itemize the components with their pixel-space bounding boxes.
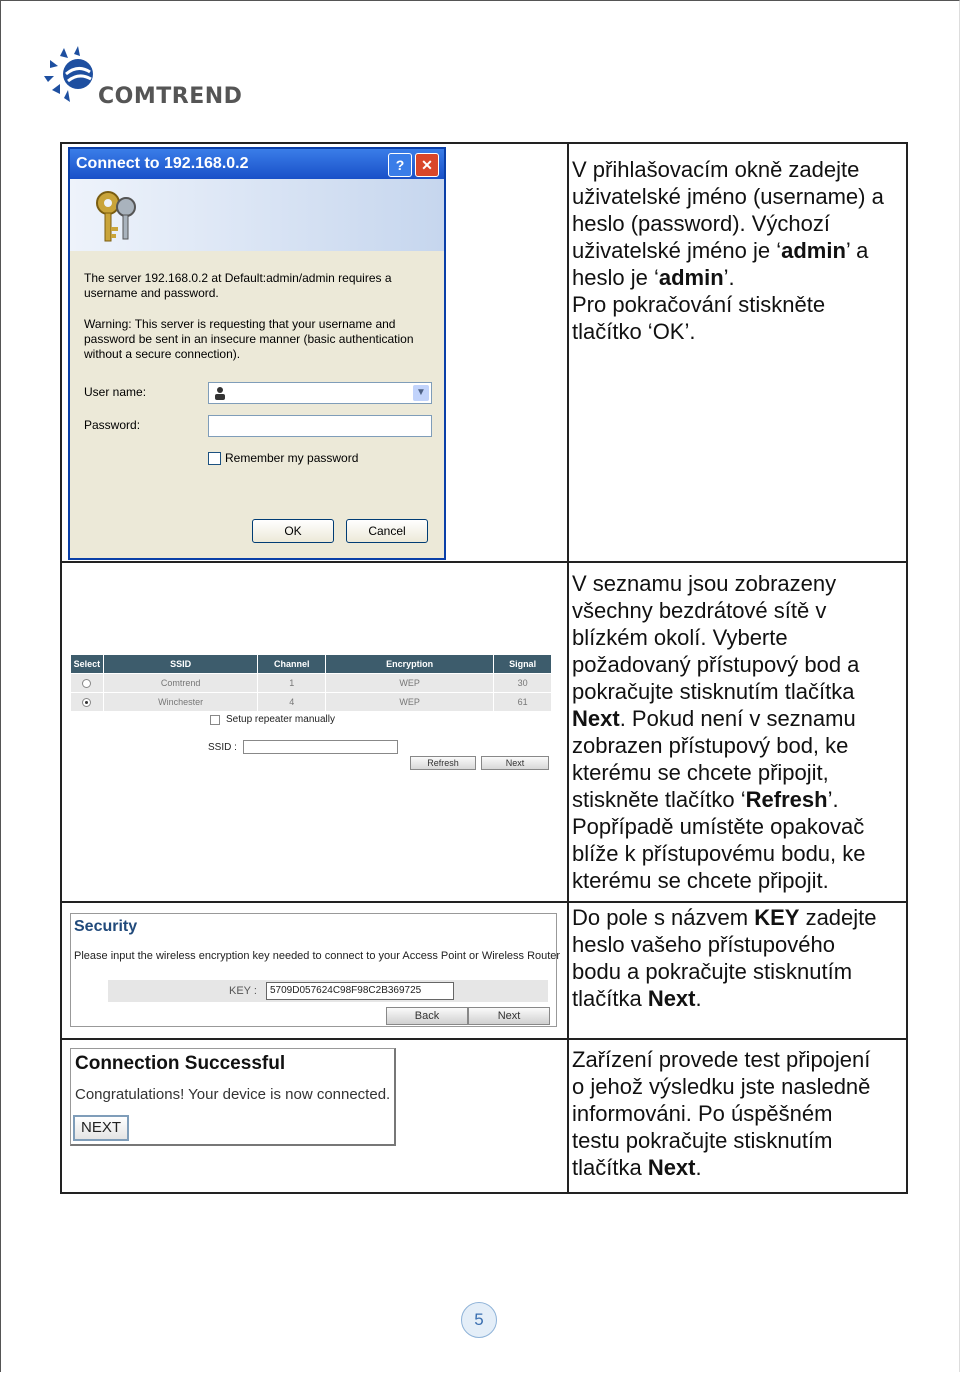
- step4-instructions: [572, 1046, 902, 1181]
- step2-instructions: [572, 570, 902, 894]
- username-field[interactable]: [208, 382, 432, 404]
- next-button[interactable]: Next: [481, 756, 549, 770]
- security-panel: [70, 913, 561, 1027]
- text-line: heslo je ‘admin’.: [572, 265, 735, 290]
- text-line: tlačítka Next.: [572, 1155, 702, 1180]
- username-label: User name:: [84, 385, 147, 399]
- ssid-label: SSID :: [208, 742, 237, 753]
- select-radio[interactable]: [82, 679, 91, 688]
- dialog-banner: [70, 179, 444, 251]
- column-header: Encryption: [326, 655, 494, 674]
- select-radio[interactable]: [82, 698, 91, 707]
- connection-title: Connection Successful: [75, 1053, 286, 1074]
- ssid-input[interactable]: [243, 740, 398, 754]
- brand-name: COMTREND: [98, 84, 243, 109]
- key-row: [108, 980, 548, 1002]
- connection-panel: [70, 1048, 396, 1146]
- row-divider: [62, 561, 908, 563]
- column-header: SSID: [103, 655, 258, 674]
- login-dialog: [68, 147, 446, 560]
- next-button[interactable]: NEXT: [73, 1115, 129, 1141]
- text-line: požadovaný přístupový bod a: [572, 652, 860, 677]
- password-field[interactable]: [208, 415, 432, 437]
- server-message: The server 192.168.0.2 at Default:admin/admin requires a username and password.: [84, 271, 392, 300]
- text-line: uživatelské jméno je ‘admin’ a: [572, 238, 869, 263]
- ssid-cell: Winchester: [103, 693, 258, 712]
- table-row[interactable]: [71, 674, 552, 693]
- text-line: blízkém okolí. Vyberte: [572, 625, 788, 650]
- table-row[interactable]: [71, 693, 552, 712]
- security-description: Please input the wireless encryption key needed to connect to your Access Point or Wireless Router: [74, 950, 561, 962]
- text-line: heslo (password). Výchozí: [572, 211, 830, 236]
- signal-cell: 30: [494, 674, 552, 693]
- text-line: kterému se chcete připojit,: [572, 760, 829, 785]
- column-header: Select: [71, 655, 104, 674]
- ssid-cell: Comtrend: [103, 674, 258, 693]
- step3-instructions: [572, 904, 908, 1012]
- row-divider: [62, 901, 908, 903]
- key-input[interactable]: 5709D057624C98F98C2B369725: [266, 982, 454, 1000]
- ok-button[interactable]: OK: [252, 519, 334, 543]
- dialog-titlebar: [70, 149, 444, 179]
- ssid-table: [70, 654, 552, 712]
- text-line: testu pokračujte stisknutím: [572, 1128, 833, 1153]
- instruction-table: [60, 142, 908, 1194]
- chevron-down-icon[interactable]: ▼: [413, 385, 429, 401]
- encryption-cell: WEP: [326, 674, 494, 693]
- text-line: kterému se chcete připojit.: [572, 868, 829, 893]
- text-line: blíže k přístupovému bodu, ke: [572, 841, 866, 866]
- text-line: V přihlašovacím okně zadejte: [572, 157, 860, 182]
- text-line: pokračujte stisknutím tlačítka: [572, 679, 855, 704]
- help-icon[interactable]: ?: [388, 153, 412, 177]
- refresh-button[interactable]: Refresh: [410, 756, 476, 770]
- step1-instructions: [572, 156, 902, 345]
- encryption-cell: WEP: [326, 693, 494, 712]
- text-line: stiskněte tlačítko ‘Refresh’.: [572, 787, 839, 812]
- row-divider: [62, 1038, 908, 1040]
- channel-cell: 4: [258, 693, 326, 712]
- comtrend-logo: [42, 44, 272, 114]
- setup-repeater-label: Setup repeater manually: [226, 714, 335, 725]
- key-label: KEY :: [229, 985, 257, 997]
- text-line: bodu a pokračujte stisknutím: [572, 959, 853, 984]
- remember-label: Remember my password: [225, 451, 359, 465]
- keys-icon: [88, 187, 144, 245]
- password-label: Password:: [84, 418, 141, 432]
- comtrend-logo-icon: [42, 44, 98, 108]
- text-line: Popřípadě umístěte opakovač: [572, 814, 865, 839]
- back-button[interactable]: Back: [386, 1007, 468, 1025]
- text-line: tlačítko ‘OK’.: [572, 319, 696, 344]
- connection-message: Congratulations! Your device is now connected.: [75, 1086, 391, 1103]
- dialog-title: Connect to 192.168.0.2: [76, 155, 249, 172]
- cancel-button[interactable]: Cancel: [346, 519, 428, 543]
- text-line: V seznamu jsou zobrazeny: [572, 571, 837, 596]
- text-line: o jehož výsledku jste nasledně: [572, 1074, 871, 1099]
- text-line: heslo vašeho přístupového: [572, 932, 835, 957]
- channel-cell: 1: [258, 674, 326, 693]
- text-line: zobrazen přístupový bod, ke: [572, 733, 849, 758]
- ssid-panel: [70, 654, 552, 712]
- text-line: všechny bezdrátové sítě v: [572, 598, 827, 623]
- user-icon: [213, 386, 227, 400]
- signal-cell: 61: [494, 693, 552, 712]
- remember-checkbox[interactable]: [208, 452, 221, 465]
- text-line: informováni. Po úspěšném: [572, 1101, 833, 1126]
- column-header: Signal: [494, 655, 552, 674]
- close-icon[interactable]: ✕: [415, 153, 439, 177]
- warning-message: Warning: This server is requesting that your username and password be sent in an insecure manner (basic authentication without a secure connection).: [84, 317, 414, 361]
- text-line: Zařízení provede test připojení: [572, 1047, 871, 1072]
- text-line: Do pole s názvem KEY zadejte: [572, 905, 877, 930]
- page-number: 5: [461, 1302, 497, 1338]
- column-header: Channel: [258, 655, 326, 674]
- text-line: tlačítka Next.: [572, 986, 702, 1011]
- text-line: Next. Pokud není v seznamu: [572, 706, 856, 731]
- text-line: uživatelské jméno (username) a: [572, 184, 884, 209]
- security-title: Security: [74, 918, 138, 935]
- text-line: Pro pokračování stiskněte: [572, 292, 826, 317]
- setup-repeater-checkbox[interactable]: [210, 715, 220, 725]
- column-divider: [567, 144, 569, 1194]
- next-button[interactable]: Next: [468, 1007, 550, 1025]
